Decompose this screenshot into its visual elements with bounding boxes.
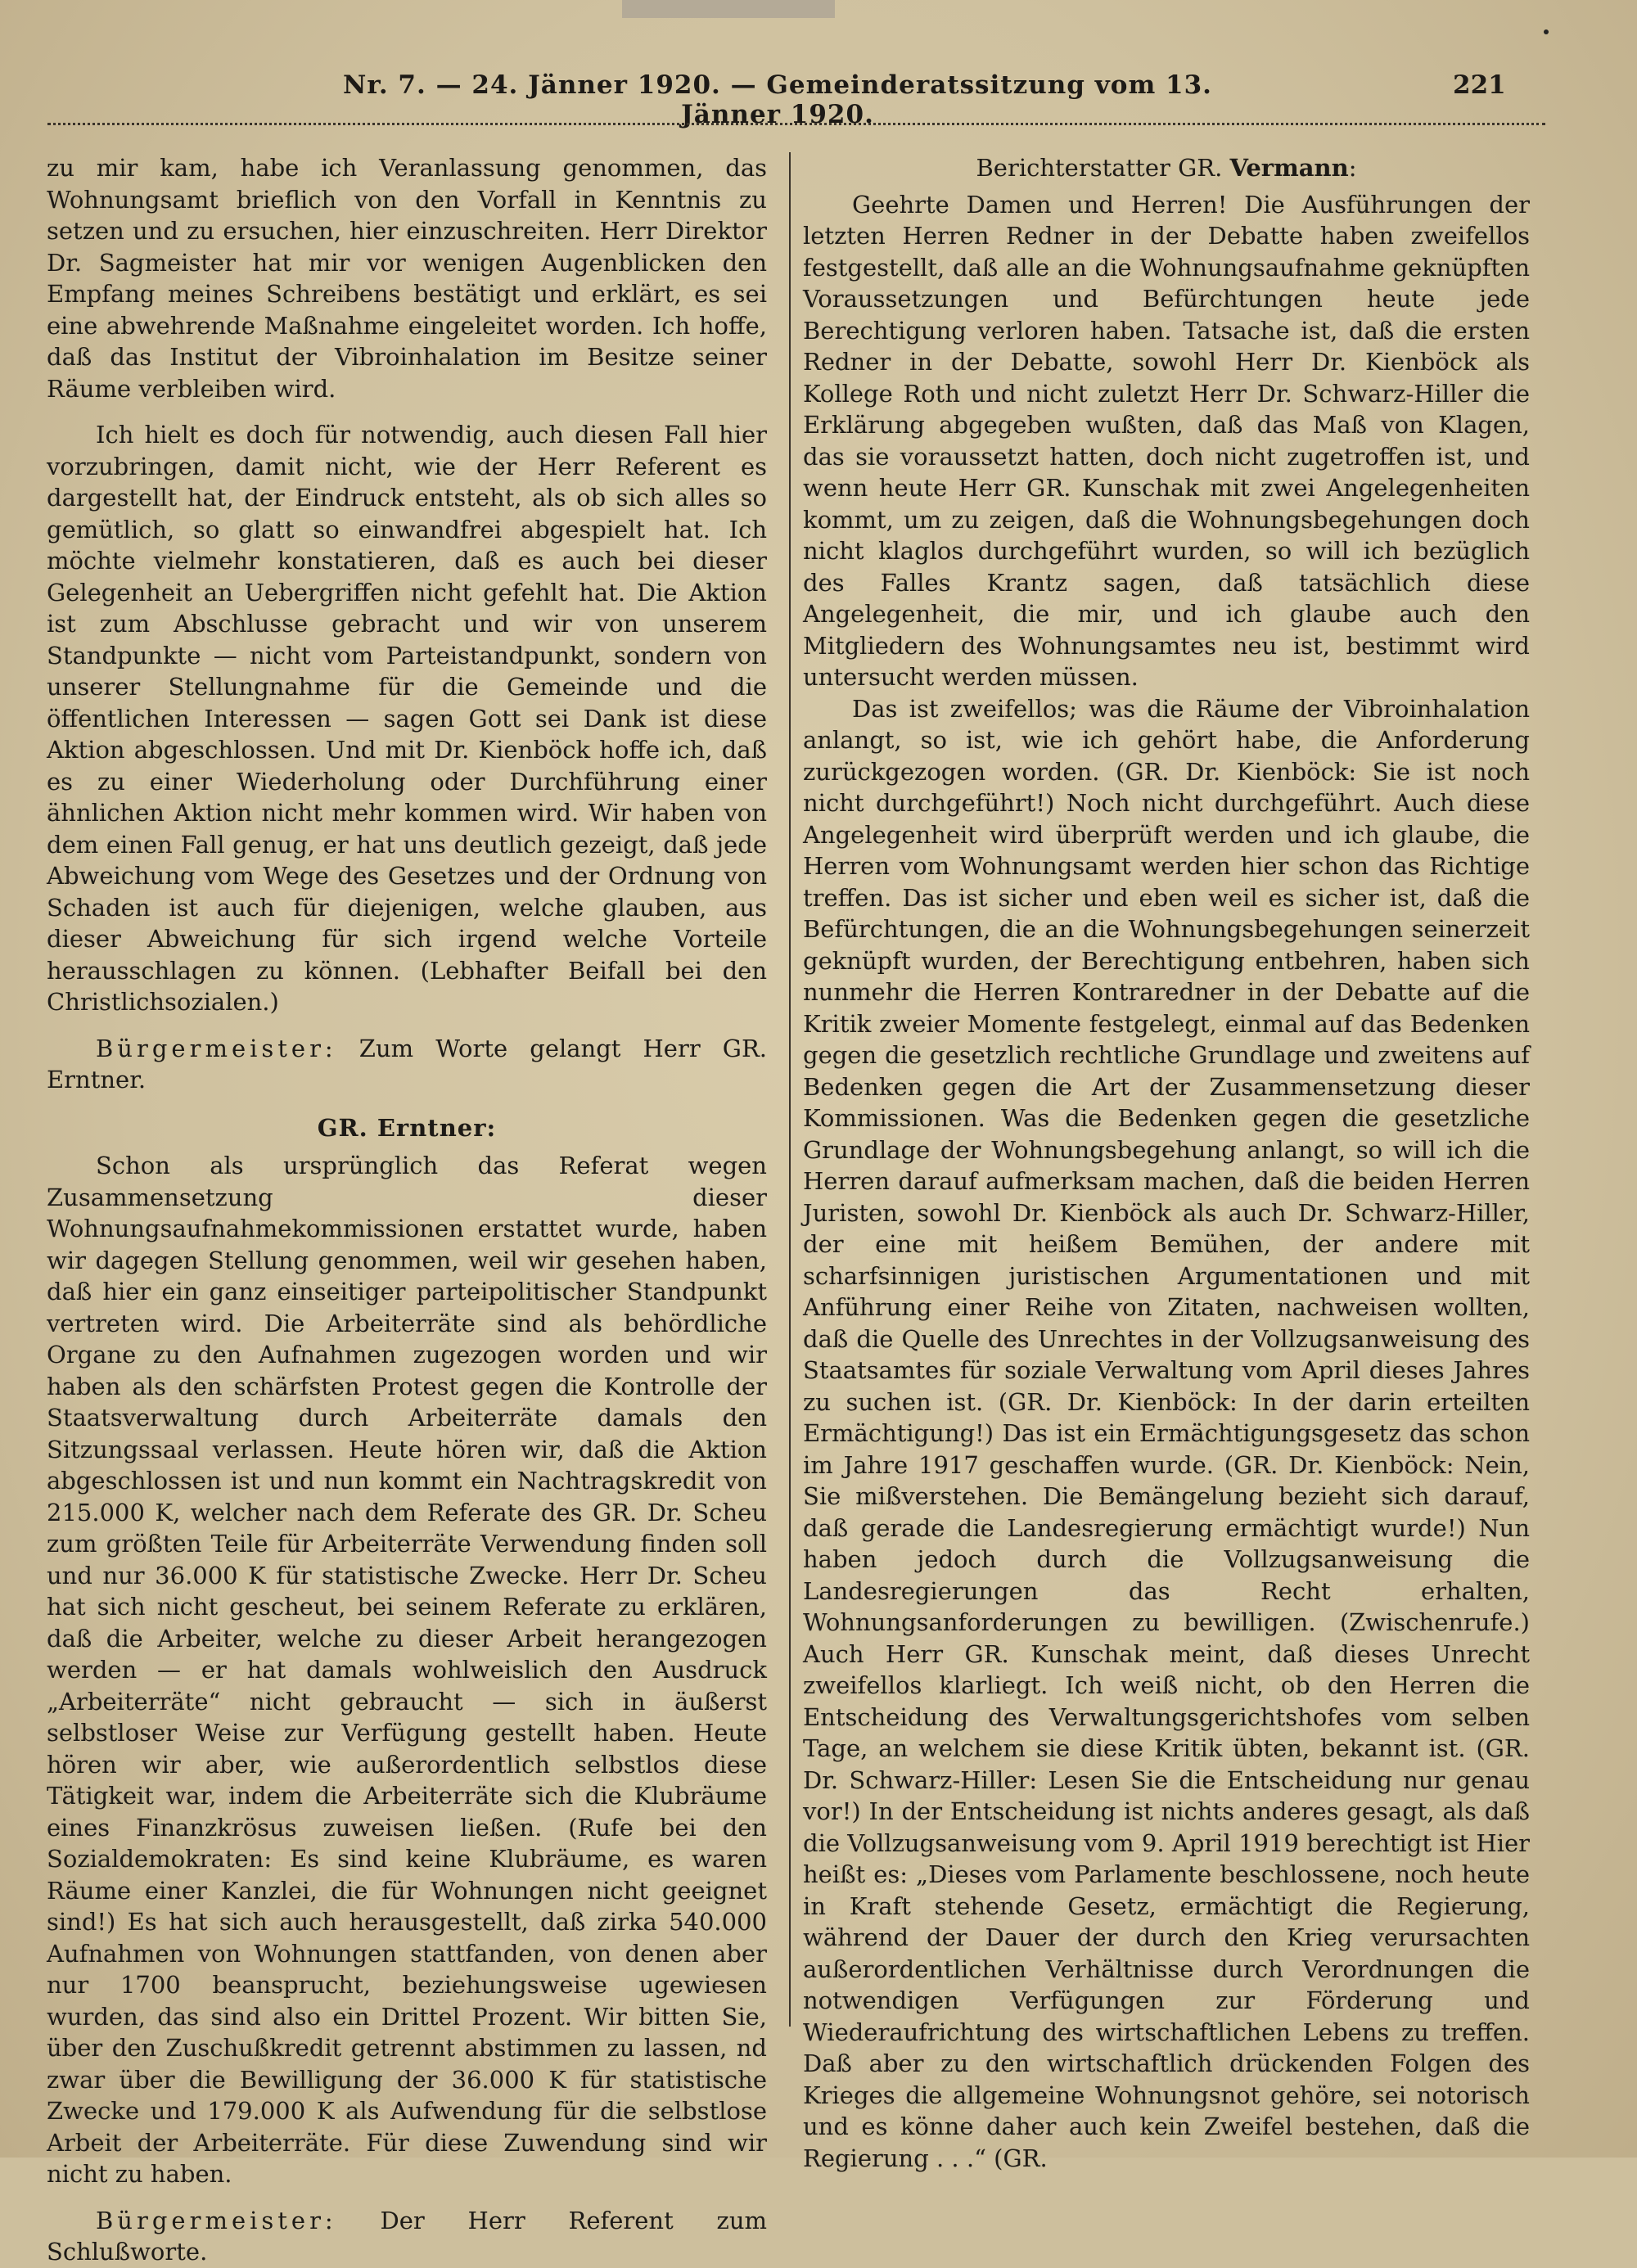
left-column	[47, 152, 767, 2268]
left-paragraph-5	[47, 2205, 767, 2268]
speaker-label: Bürgermeister:	[96, 1034, 337, 1062]
header-title: Nr. 7. — 24. Jänner 1920. — Gemeinderatssitzung vom 13. Jänner 1920.	[343, 70, 1212, 129]
section-heading-erntner	[47, 1112, 767, 1144]
left-paragraph-2: Ich hielt es doch für notwendig, auch diesen Fall hier vorzubringen, damit nicht, wie der Herr Referent es dargestellt hat, der Eindruck entsteht, als ob sich alles so gemütlich, so glatt so einwandfrei abgespielt hat. Ich möchte vielmehr konstatieren, daß es auch bei dieser Gelegenheit an Uebergriffen nicht gefehlt hat. Die Aktion ist zum Abschlusse gebracht und wir von unserem Standpunkte — nicht vom Parteistandpunkt, sondern von unserer Stellungnahme für die Gemeinde und die öffentlichen Interessen — sagen Gott sei Dank ist diese Aktion abgeschlossen. Und mit Dr. Kienböck hoffe ich, daß es zu einer Wiederholung oder Durchführung einer ähnlichen Aktion nicht mehr kommen wird. Wir haben von dem einen Fall genug, er hat uns deutlich gezeigt, daß jede Abweichung vom Wege des Gesetzes und der Ordnung von Schaden ist auch für diejenigen, welche glauben, aus dieser Abweichung für sich irgend welche Vorteile herausschlagen zu können. (Lebhafter Beifall bei den Christlichsozialen.)	[47, 421, 767, 1016]
heading-suffix: :	[1348, 154, 1357, 182]
section-heading-text: GR. Erntner:	[317, 1113, 497, 1142]
right-paragraph-2: Das ist zweifellos; was die Räume der Vibroinhalation anlangt, so ist, wie ich gehört habe, die Anforderung zurückgezogen worden. (GR. Dr. Kienböck: Sie ist noch nicht durchgeführt!) Noch nicht durchgeführt. Auch diese Angelegenheit wird überprüft werden und ich glaube, die Herren vom Wohnungsamt werden hier schon das Richtige treffen. Das ist sicher und eben weil es sicher ist, daß die Befürchtungen, die an die Wohnungsbegehungen seinerzeit geknüpft wurden, der Berechtigung entbehren, haben sich nunmehr die Herren Kontraredner in der Debatte auf die Kritik zweier Momente festgelegt, einmal auf das Bedenken gegen die gesetzlich rechtliche Grundlage und zweitens auf Bedenken gegen die Art der Zusammensetzung dieser Kommissionen. Was die Bedenken gegen die gesetzliche Grundlage der Wohnungsbegehung anlangt, so will ich die Herren darauf aufmerksam machen, daß die beiden Herren Juristen, sowohl Dr. Kienböck als auch Dr. Schwarz-Hiller, der eine mit heißem Bemühen, der andere mit scharfsinnigen juristischen Argumentationen und mit Anführung einer Reihe von Zitaten, nachweisen wollten, daß die Quelle des Unrechtes in der Vollzugsanweisung des Staatsamtes für soziale Verwaltung vom April dieses Jahres zu suchen ist. (GR. Dr. Kienböck: In der darin erteilten Ermächtigung!) Das ist ein Ermächtigungsgesetz das schon im Jahre 1917 geschaffen wurde. (GR. Dr. Kienböck: Nein, Sie mißverstehen. Die Bemängelung bezieht sich darauf, daß gerade die Landesregierung ermächtigt wurde!) Nun haben jedoch durch die Vollzugsanweisung die Landesregierungen das Recht erhalten, Wohnungsanforderungen zu bewilligen. (Zwischenrufe.) Auch Herr GR. Kunschak meint, daß dieses Unrecht zweifellos klarliegt. Ich weiß nicht, ob den Herren die Entscheidung des Verwaltungsgerichtshofes vom selben Tage, an welchem sie diese Kritik übten, bekannt ist. (GR. Dr. Schwarz-Hiller: Lesen Sie die Entscheidung nur genau vor!) In der Entscheidung ist nichts anderes gesagt, als daß die Vollzugsanweisung vom 9. April 1919 berechtigt ist Hier heißt es: „Dieses vom Parlamente beschlossene, noch heute in Kraft stehende Gesetz, ermächtigt die Regierung, während der Dauer der durch den Krieg verursachten außerordentlichen Verhältnisse durch Verordnungen die notwendigen Verfügungen zur Förderung und Wiederaufrichtung des wirtschaftlichen Lebens zu treffen. Daß aber zu den wirtschaftlich drückenden Folgen des Krieges die allgemeine Wohnungsnot gehöre, sei notorisch und es könne daher auch kein Zweifel bestehen, daß die Regierung . . .“ (GR.	[803, 694, 1530, 2172]
heading-name: Vermann	[1229, 154, 1349, 182]
paper-stain	[622, 0, 835, 18]
heading-prefix: Berichterstatter GR.	[976, 154, 1223, 182]
speaker-text: Zum Worte gelangt Herr GR. Erntner.	[47, 1034, 767, 1093]
section-heading-vermann	[803, 152, 1530, 184]
speaker-label: Bürgermeister:	[96, 2206, 337, 2234]
speaker-text: Der Herr Referent zum Schlußworte.	[47, 2206, 767, 2266]
left-paragraph-1: zu mir kam, habe ich Veranlassung genommen, das Wohnungsamt brieflich von den Vorfall in Kenntnis zu setzen und zu ersuchen, hier einzuschreiten. Herr Direktor Dr. Sagmeister hat mir vor wenigen Augenblicken den Empfang meines Schreibens bestätigt und erklärt, es sei eine abwehrende Maßnahme eingeleitet worden. Ich hoffe, daß das Institut der Vibroinhalation im Besitze seiner Räume verbleiben wird.	[47, 154, 767, 403]
right-column	[803, 152, 1530, 2174]
left-paragraph-3	[47, 1033, 767, 1096]
right-paragraph-1: Geehrte Damen und Herren! Die Ausführungen der letzten Herren Redner in der Debatte haben zweifellos festgestellt, daß alle an die Wohnungsaufnahme geknüpften Voraussetzungen und Befürchtungen heute jede Berechtigung verloren haben. Tatsache ist, daß die ersten Redner in der Debatte, sowohl Herr Dr. Kienböck als Kollege Roth und nicht zuletzt Herr Dr. Schwarz-Hiller die Erklärung abgegeben wußten, daß das Maß von Klagen, das sie voraussetzt hatten, doch nicht zugetroffen ist, und wenn heute Herr GR. Kunschak mit zwei Angelegenheiten kommt, um zu zeigen, daß die Wohnungsbegehungen doch nicht klaglos durchgeführt wurden, so will ich bezüglich des Falles Krantz sagen, daß tatsächlich diese Angelegenheit, die mir, und ich glaube auch den Mitgliedern des Wohnungsamtes neu ist, bestimmt wird untersucht werden müssen.	[803, 190, 1530, 691]
column-divider	[789, 152, 791, 2027]
page-number: 221	[1453, 70, 1506, 100]
left-paragraph-4: Schon als ursprünglich das Referat wegen Zusammensetzung dieser Wohnungsaufnahmekommissionen erstattet wurde, haben wir dagegen Stellung genommen, weil wir gesehen haben, daß hier ein ganz einseitiger parteipolitischer Standpunkt vertreten wird. Die Arbeiterräte sind als behördliche Organe zu den Aufnahmen zugezogen worden und wir haben als den schärfsten Protest gegen die Kontrolle der Staatsverwaltung durch Arbeiterräte damals den Sitzungssaal verlassen. Heute hören wir, daß die Aktion abgeschlossen ist und nun kommt ein Nachtragskredit von 215.000 K, welcher nach dem Referate des GR. Dr. Scheu zum größten Teile für Arbeiterräte Verwendung finden soll und nur 36.000 K für statistische Zwecke. Herr Dr. Scheu hat sich nicht gescheut, bei seinem Referate zu erklären, daß die Arbeiter, welche zu dieser Arbeit herangezogen werden — er hat damals wohlweislich den Ausdruck „Arbeiterräte“ nicht gebraucht — sich in äußerst selbstloser Weise zur Verfügung gestellt haben. Heute hören wir aber, wie außerordentlich selbstlos diese Tätigkeit war, indem die Arbeiterräte sich die Klubräume eines Finanzkrösus zuweisen ließen. (Rufe bei den Sozialdemokraten: Es sind keine Klubräume, es waren Räume einer Kanzlei, die für Wohnungen nicht geeignet sind!) Es hat sich auch herausgestellt, daß zirka 540.000 Aufnahmen von Wohnungen stattfanden, von denen aber nur 1700 beansprucht, beziehungsweise ugewiesen wurden, das sind also ein Drittel Prozent. Wir bitten Sie, über den Zuschußkredit getrennt abstimmen zu lassen, nd zwar über die Bewilligung der 36.000 K für statistische Zwecke und 179.000 K als Aufwendung für die selbstlose Arbeit der Arbeiterräte. Für diese Zuwendung sind wir nicht zu haben.	[47, 1152, 767, 2188]
page-header	[0, 70, 1637, 129]
ink-dot	[1544, 29, 1549, 34]
header-rule	[47, 123, 1545, 125]
